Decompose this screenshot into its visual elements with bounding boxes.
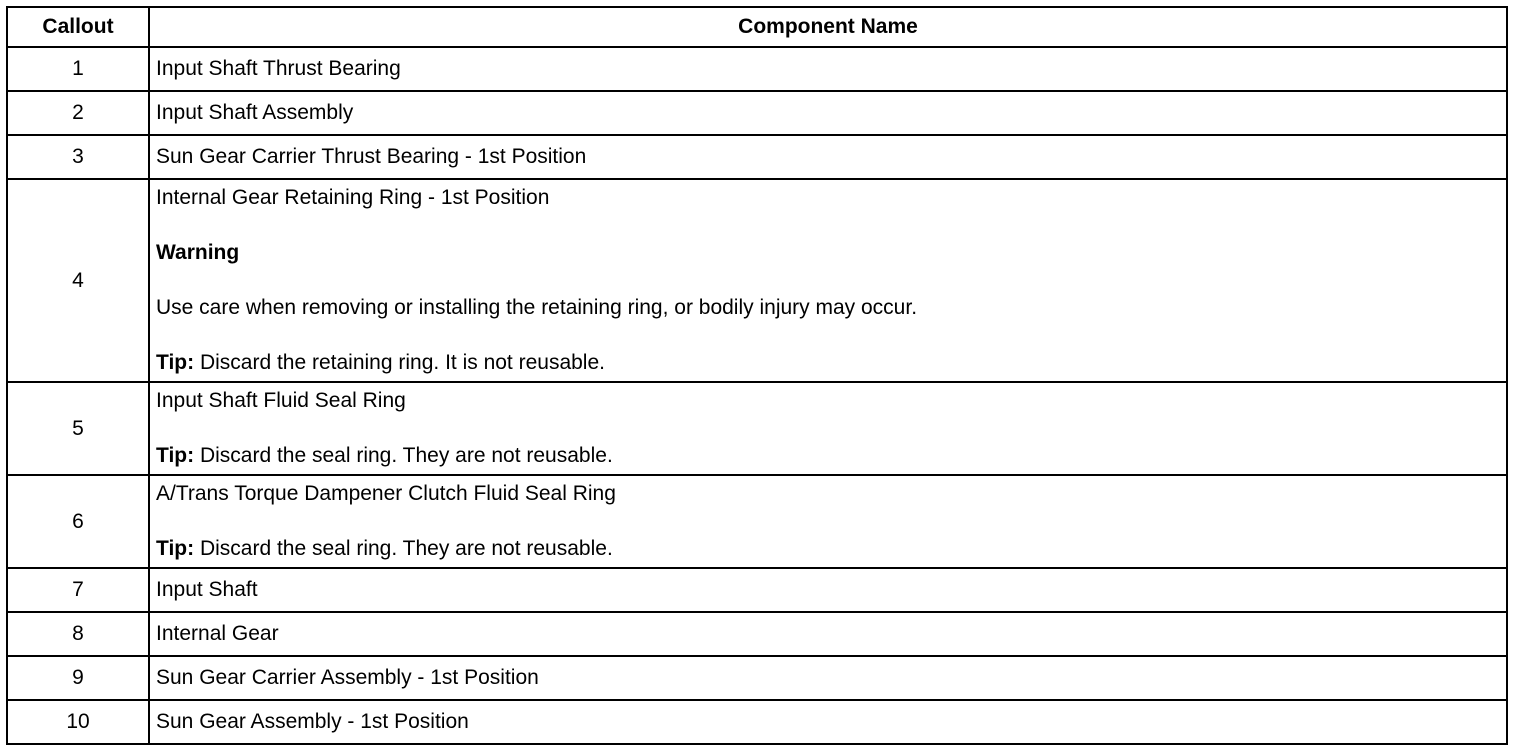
tip-line [156,444,1500,468]
component-name-cell: Input Shaft Assembly [149,91,1507,135]
component-name: Input Shaft Fluid Seal Ring [156,389,406,412]
table-row [7,700,1507,744]
warning-label: Warning [156,241,240,264]
component-name: A/Trans Torque Dampener Clutch Fluid Seal Ring [156,482,616,505]
table-row [7,475,1507,568]
component-name: Internal Gear Retaining Ring - 1st Position [156,186,550,209]
component-name-cell [149,179,1507,382]
table-header-row [7,7,1507,47]
tip-label: Tip: [156,537,195,560]
table-row [7,47,1507,91]
header-callout: Callout [7,7,149,47]
component-name-cell: Input Shaft [149,568,1507,612]
tip-text: Discard the retaining ring. It is not reusable. [194,351,605,374]
tip-line [156,351,1500,375]
tip-text: Discard the seal ring. They are not reusable. [194,537,613,560]
warning-text: Use care when removing or installing the retaining ring, or bodily injury may occur. [156,296,918,319]
component-name-cell [149,475,1507,568]
component-name-cell: Input Shaft Thrust Bearing [149,47,1507,91]
component-name-cell: Sun Gear Assembly - 1st Position [149,700,1507,744]
callout-cell: 2 [7,91,149,135]
table-row [7,568,1507,612]
callout-cell: 6 [7,475,149,568]
component-name-cell: Sun Gear Carrier Assembly - 1st Position [149,656,1507,700]
callout-cell: 3 [7,135,149,179]
table-row [7,179,1507,382]
component-name-cell [149,382,1507,475]
callout-cell: 8 [7,612,149,656]
callout-cell: 7 [7,568,149,612]
callout-cell: 1 [7,47,149,91]
header-component-name: Component Name [149,7,1507,47]
callout-cell: 4 [7,179,149,382]
callout-cell: 10 [7,700,149,744]
tip-label: Tip: [156,444,195,467]
table-row [7,135,1507,179]
component-table [6,6,1508,745]
tip-label: Tip: [156,351,195,374]
component-name-cell: Sun Gear Carrier Thrust Bearing - 1st Position [149,135,1507,179]
table-row [7,656,1507,700]
table-row [7,91,1507,135]
tip-line [156,537,1500,561]
component-name-cell: Internal Gear [149,612,1507,656]
tip-text: Discard the seal ring. They are not reusable. [194,444,613,467]
callout-cell: 9 [7,656,149,700]
table-row [7,612,1507,656]
table-row [7,382,1507,475]
callout-cell: 5 [7,382,149,475]
